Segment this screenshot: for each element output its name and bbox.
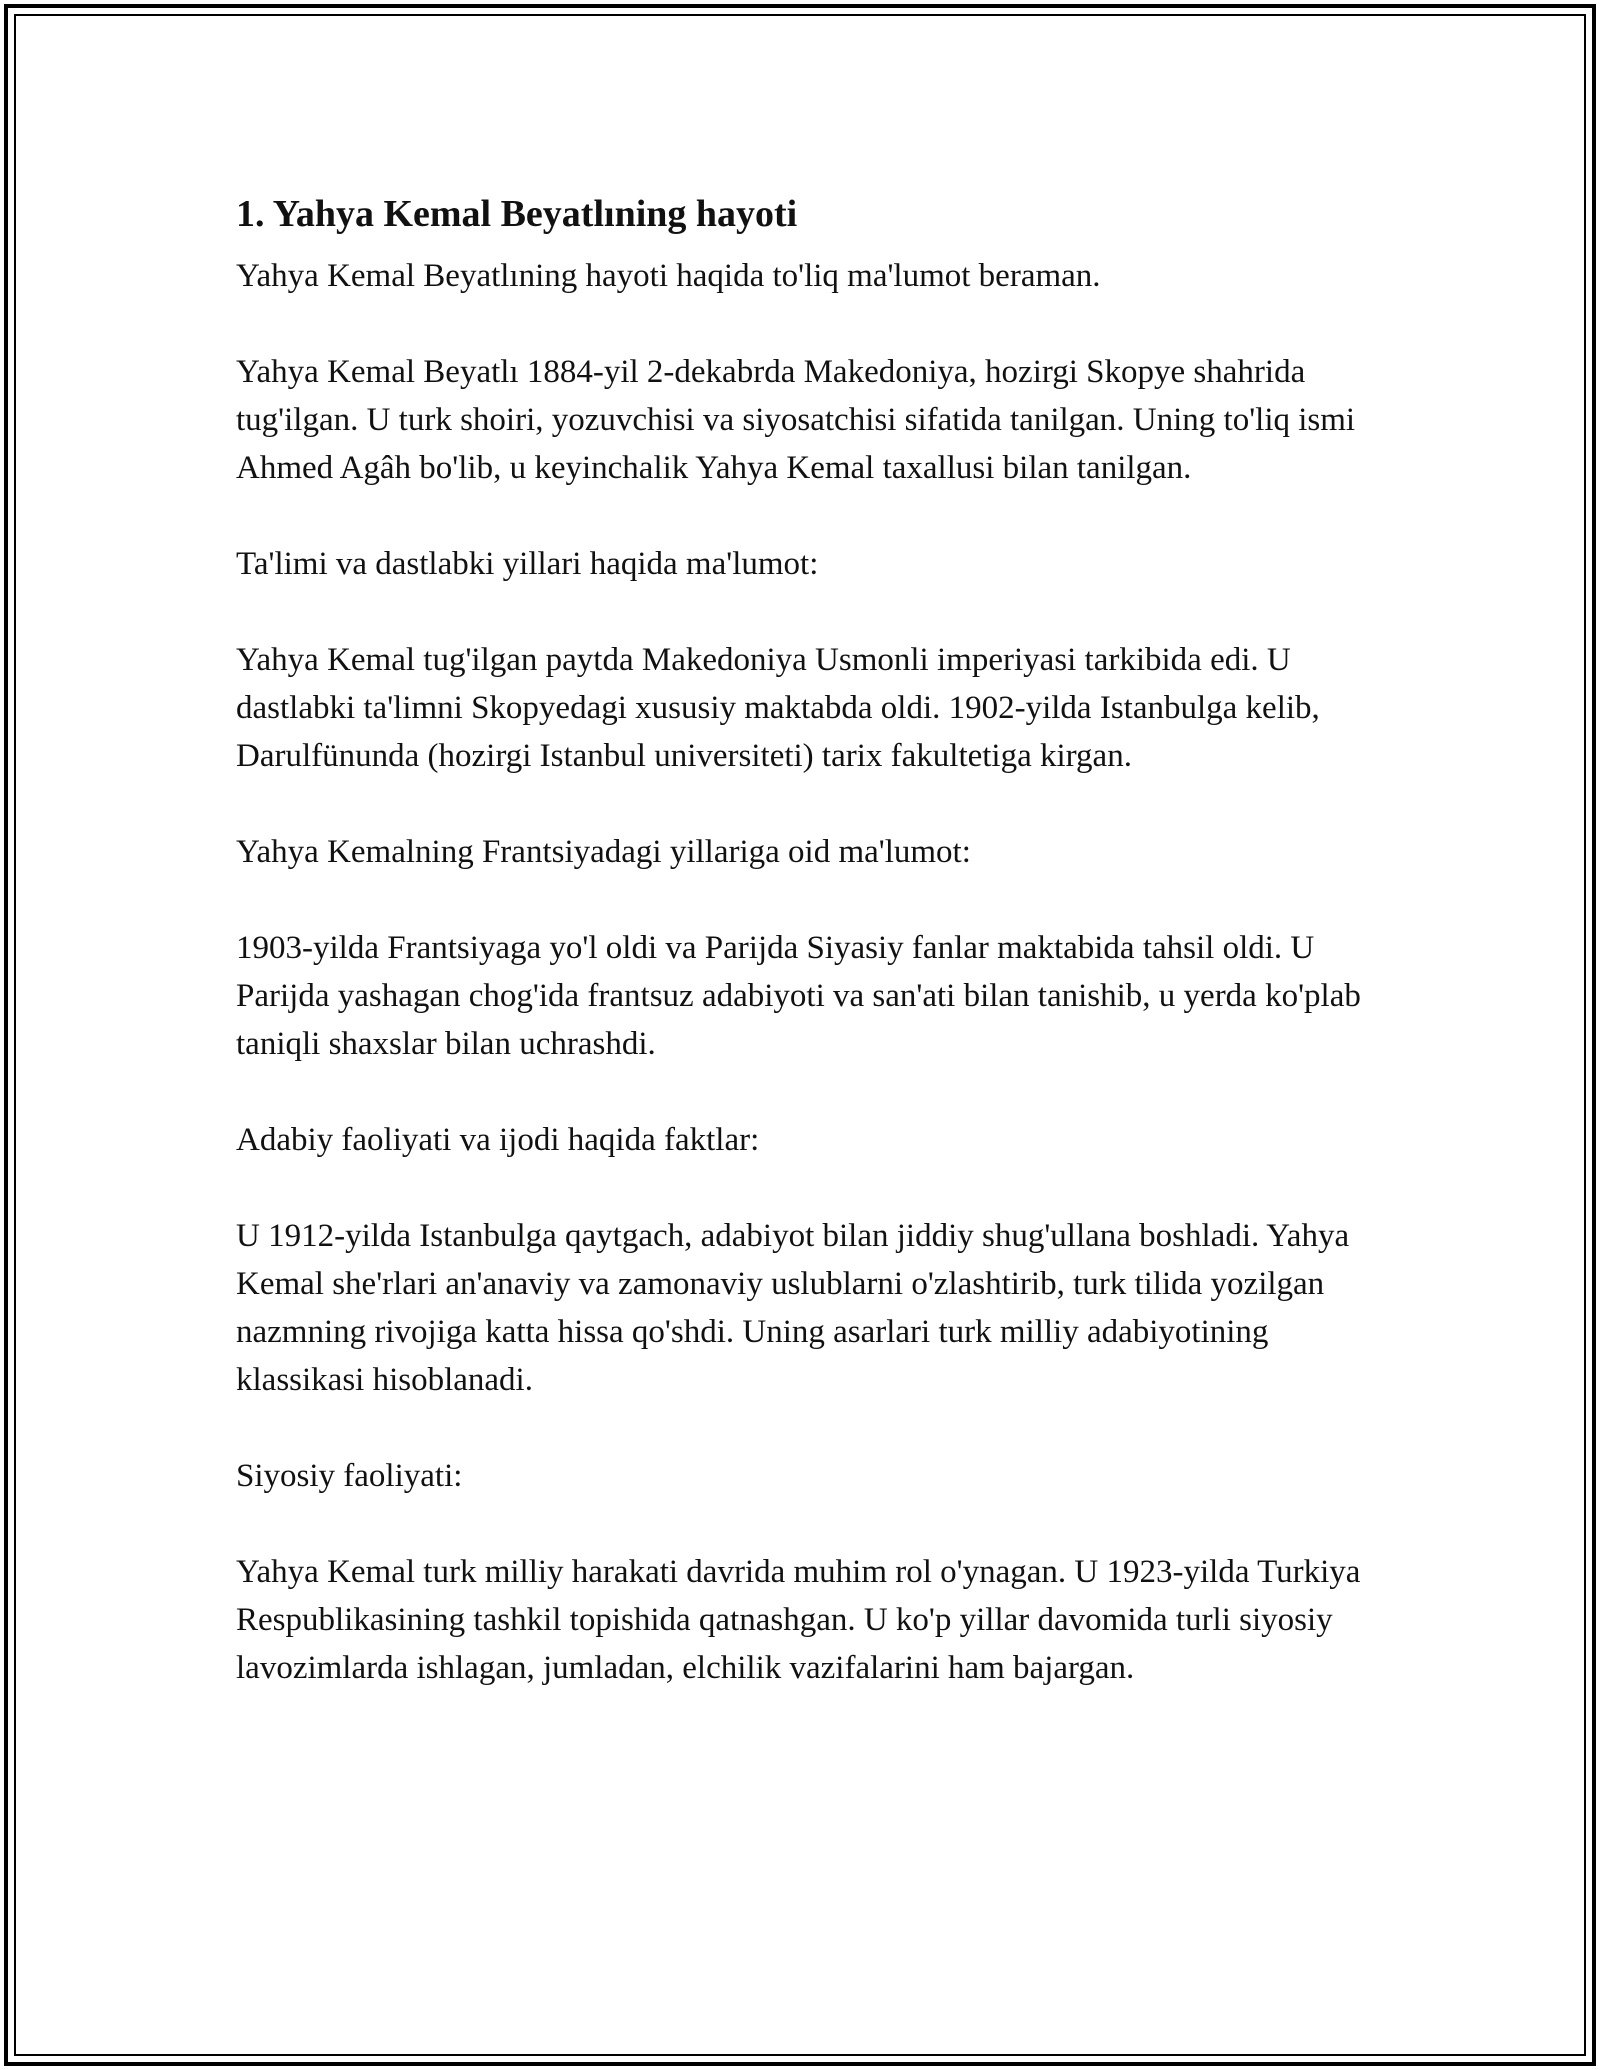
political-paragraph: Yahya Kemal turk milliy harakati davrida muhim rol o'ynagan. U 1923-yilda Turkiya Respublikasining tashkil topishida qatnashgan. U ko'p yillar davomida turli siyosiy lavozimlarda ishlagan, jumladan, elchilik vazifalarini ham bajargan. bbox=[236, 1554, 1361, 1686]
political-heading: Siyosiy faoliyati: bbox=[236, 1458, 463, 1494]
literary-paragraph: U 1912-yilda Istanbulga qaytgach, adabiyot bilan jiddiy shug'ullana boshladi. Yahya Kemal she'rlari an'anaviy va zamonaviy uslublarni o'zlashtirib, turk tilida yozilgan nazmning rivojiga katta hissa qo'shdi. Uning asarlari turk milliy adabiyotining klassikasi hisoblanadi. bbox=[236, 1218, 1350, 1398]
france-paragraph: 1903-yilda Frantsiyaga yo'l oldi va Parijda Siyasiy fanlar maktabida tahsil oldi. U Parijda yashagan chog'ida frantsuz adabiyoti va san'ati bilan tanishib, u yerda ko'plab taniqli shaxslar bilan uchrashdi. bbox=[236, 930, 1361, 1062]
intro-paragraph: Yahya Kemal Beyatlıning hayoti haqida to'liq ma'lumot beraman. bbox=[236, 258, 1101, 294]
biography-paragraph: Yahya Kemal Beyatlı 1884-yil 2-dekabrda Makedoniya, hozirgi Skopye shahrida tug'ilgan. U turk shoiri, yozuvchisi va siyosatchisi sifatida tanilgan. Uning to'liq ismi Ahmed Agâh bo'lib, u keyinchalik Yahya Kemal taxallusi bilan tanilgan. bbox=[236, 354, 1356, 486]
education-paragraph: Yahya Kemal tug'ilgan paytda Makedoniya Usmonli imperiyasi tarkibida edi. U dastlabki ta'limni Skopyedagi xususiy maktabda oldi. 1902-yilda Istanbulga kelib, Darulfünunda (hozirgi Istanbul universiteti) tarix fakultetiga kirgan. bbox=[236, 642, 1320, 774]
document-body bbox=[236, 184, 1376, 1692]
education-heading: Ta'limi va dastlabki yillari haqida ma'lumot: bbox=[236, 546, 819, 582]
france-heading: Yahya Kemalning Frantsiyadagi yillariga oid ma'lumot: bbox=[236, 834, 971, 870]
document-title: 1. Yahya Kemal Beyatlıning hayoti bbox=[236, 193, 798, 235]
literary-heading: Adabiy faoliyati va ijodi haqida faktlar: bbox=[236, 1122, 760, 1158]
